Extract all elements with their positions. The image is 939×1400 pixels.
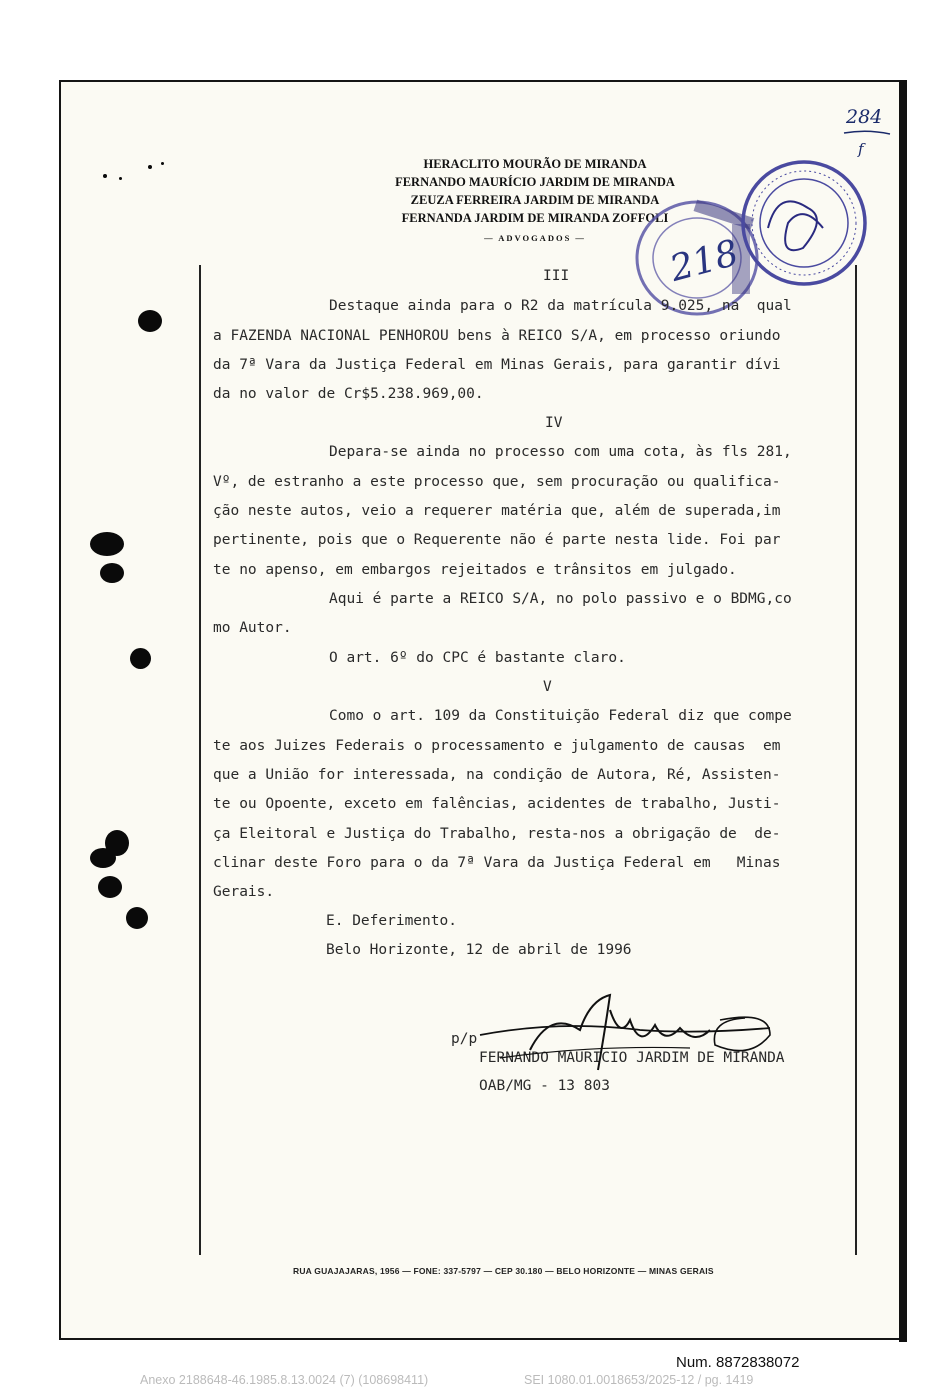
handwritten-page-number: 284 [846, 106, 883, 128]
oab-number: OAB/MG - 13 803 [479, 1078, 610, 1094]
text-line: da 7ª Vara da Justiça Federal em Minas Gerais, para garantir dívi [213, 357, 781, 373]
punch-hole-4 [130, 648, 151, 669]
closing-request: E. Deferimento. [326, 913, 457, 929]
text-line: O art. 6º do CPC é bastante claro. [329, 650, 626, 666]
text-line: que a União for interessada, na condição de Autora, Ré, Assisten- [213, 767, 781, 783]
lawyer-name: FERNANDA JARDIM DE MIRANDA ZOFFOLI [401, 211, 669, 225]
text-line: pertinente, pois que o Requerente não é parte nesta lide. Foi par [213, 532, 781, 548]
letterhead-footer: RUA GUAJAJARAS, 1956 — FONE: 337-5797 — CEP 30.180 — BELO HORIZONTE — MINAS GERAIS [293, 1266, 714, 1276]
text-line: ção neste autos, veio a requerer matéria que, além de superada,im [213, 503, 781, 519]
sei-reference: SEI 1080.01.0018653/2025-12 / pg. 1419 [524, 1373, 754, 1387]
signer-name: FERNANDO MAURICIO JARDIM DE MIRANDA [479, 1050, 785, 1066]
section-heading: IV [545, 415, 563, 431]
punch-hole-7 [98, 876, 122, 898]
section-heading: V [543, 679, 552, 695]
speck [119, 177, 122, 180]
speck [148, 165, 152, 169]
letterhead-role: — ADVOGADOS — [484, 233, 586, 243]
text-line: Depara-se ainda no processo com uma cota, às fls 281, [329, 444, 792, 460]
punch-hole-1 [138, 310, 162, 332]
speck [161, 162, 164, 165]
text-line: ça Eleitoral e Justiça do Trabalho, resta-nos a obrigação de de- [213, 826, 781, 842]
text-line: te ou Opoente, exceto em falências, acidentes de trabalho, Justi- [213, 796, 781, 812]
text-line: da no valor de Cr$5.238.969,00. [213, 386, 484, 402]
text-line: te aos Juizes Federais o processamento e julgamento de causas em [213, 738, 781, 754]
lawyer-name: FERNANDO MAURÍCIO JARDIM DE MIRANDA [395, 175, 675, 189]
punch-hole-2 [90, 532, 124, 556]
text-line: mo Autor. [213, 620, 292, 636]
stamp-number: 218 [665, 232, 743, 290]
punch-hole-8 [126, 907, 148, 929]
text-line: Aqui é parte a REICO S/A, no polo passivo e o BDMG,co [329, 591, 792, 607]
margin-line-left [199, 265, 201, 1255]
page-edge-shadow [899, 80, 907, 1342]
place-date: Belo Horizonte, 12 de abril de 1996 [326, 942, 632, 958]
handwritten-mark: f [858, 140, 864, 158]
text-line: Como o art. 109 da Constituição Federal diz que compe [329, 708, 792, 724]
text-line: Vº, de estranho a este processo que, sem procuração ou qualifica- [213, 474, 781, 490]
pp-label: p/p [451, 1031, 478, 1047]
annex-reference: Anexo 2188648-46.1985.8.13.0024 (7) (108698411) [140, 1373, 429, 1387]
lawyer-name: HERACLITO MOURÃO DE MIRANDA [423, 157, 647, 171]
speck [103, 174, 107, 178]
text-line: clinar deste Foro para o da 7ª Vara da Justiça Federal em Minas [213, 855, 781, 871]
margin-line-right [855, 265, 857, 1255]
document-body [213, 0, 853, 1094]
section-heading: III [543, 268, 570, 284]
text-line: Destaque ainda para o R2 da matrícula 9.025, na qual [329, 298, 792, 314]
document-number: Num. 8872838072 [676, 1354, 800, 1371]
punch-hole-6 [90, 848, 116, 868]
punch-hole-3 [100, 563, 124, 583]
handwritten-signature [470, 990, 790, 1080]
lawyer-name: ZEUZA FERREIRA JARDIM DE MIRANDA [410, 193, 660, 207]
text-line: Gerais. [213, 884, 275, 900]
text-line: te no apenso, em embargos rejeitados e trânsitos em julgado. [213, 562, 737, 578]
text-line: a FAZENDA NACIONAL PENHOROU bens à REICO S/A, em processo oriundo [213, 328, 781, 344]
